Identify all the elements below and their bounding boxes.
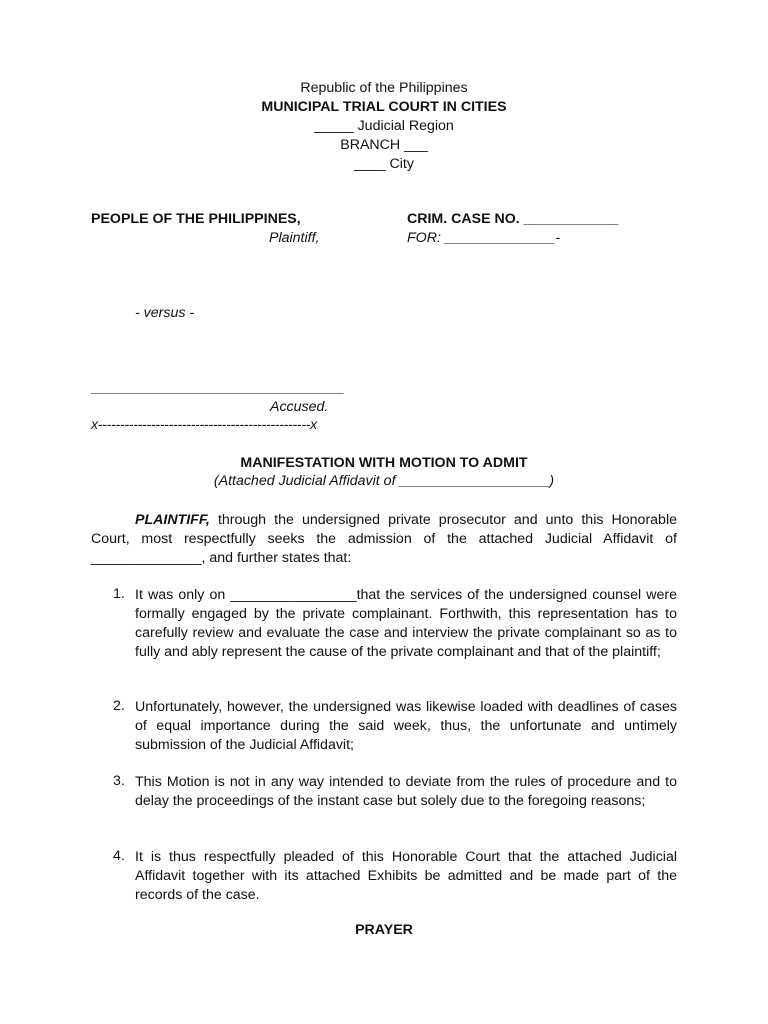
accused-line: ________________________________	[91, 380, 344, 396]
intro-text: through the undersigned private prosecutor and unto this Honorable Court, most respectfully seeks the admission of the attached Judicial Affidavit of ______________, and further states that:	[91, 512, 677, 566]
item-number: 2.	[113, 698, 125, 714]
item-number: 3.	[113, 773, 125, 789]
list-item: It was only on ________________that the services of the undersigned counsel were formally engaged by the private complainant. Forthwith, this representation has to carefully review and evaluate the case and interview the private complainant so as to fully and ably represent the cause of the private complainant and that of the plaintiff;	[135, 587, 677, 660]
document-subtitle: (Attached Judicial Affidavit of ___________________)	[213, 473, 555, 489]
header-city: ____ City	[354, 156, 414, 172]
item-number: 4.	[113, 848, 125, 864]
intro-paragraph	[91, 511, 677, 568]
header-region: _____ Judicial Region	[314, 118, 454, 134]
item-number: 1.	[113, 586, 125, 602]
case-number: CRIM. CASE NO. ____________	[407, 211, 619, 227]
versus-label: - versus -	[135, 305, 195, 321]
prayer-heading: PRAYER	[355, 922, 413, 938]
accused-role: Accused.	[270, 399, 329, 415]
header-branch: BRANCH ___	[340, 137, 428, 153]
list-item: This Motion is not in any way intended to deviate from the rules of procedure and to delay the proceedings of the instant case but solely due to the foregoing reasons;	[135, 774, 677, 809]
header-court: MUNICIPAL TRIAL COURT IN CITIES	[261, 99, 507, 115]
intro-lead: PLAINTIFF,	[135, 512, 210, 528]
party-plaintiff: PEOPLE OF THE PHILIPPINES,	[91, 211, 301, 227]
document-title: MANIFESTATION WITH MOTION TO ADMIT	[240, 455, 528, 471]
list-item: Unfortunately, however, the undersigned was likewise loaded with deadlines of cases of equal importance during the said week, thus, the unfortunate and untimely submission of the Judicial Affidavit;	[135, 699, 677, 753]
case-for: FOR: ______________-	[407, 230, 561, 246]
plaintiff-role: Plaintiff,	[269, 230, 320, 246]
header-republic: Republic of the Philippines	[300, 80, 468, 96]
caption-separator: x------------------------------------------------x	[91, 417, 317, 433]
list-item: It is thus respectfully pleaded of this Honorable Court that the attached Judicial Affidavit together with its attached Exhibits be admitted and be made part of the records of the case.	[135, 849, 677, 903]
